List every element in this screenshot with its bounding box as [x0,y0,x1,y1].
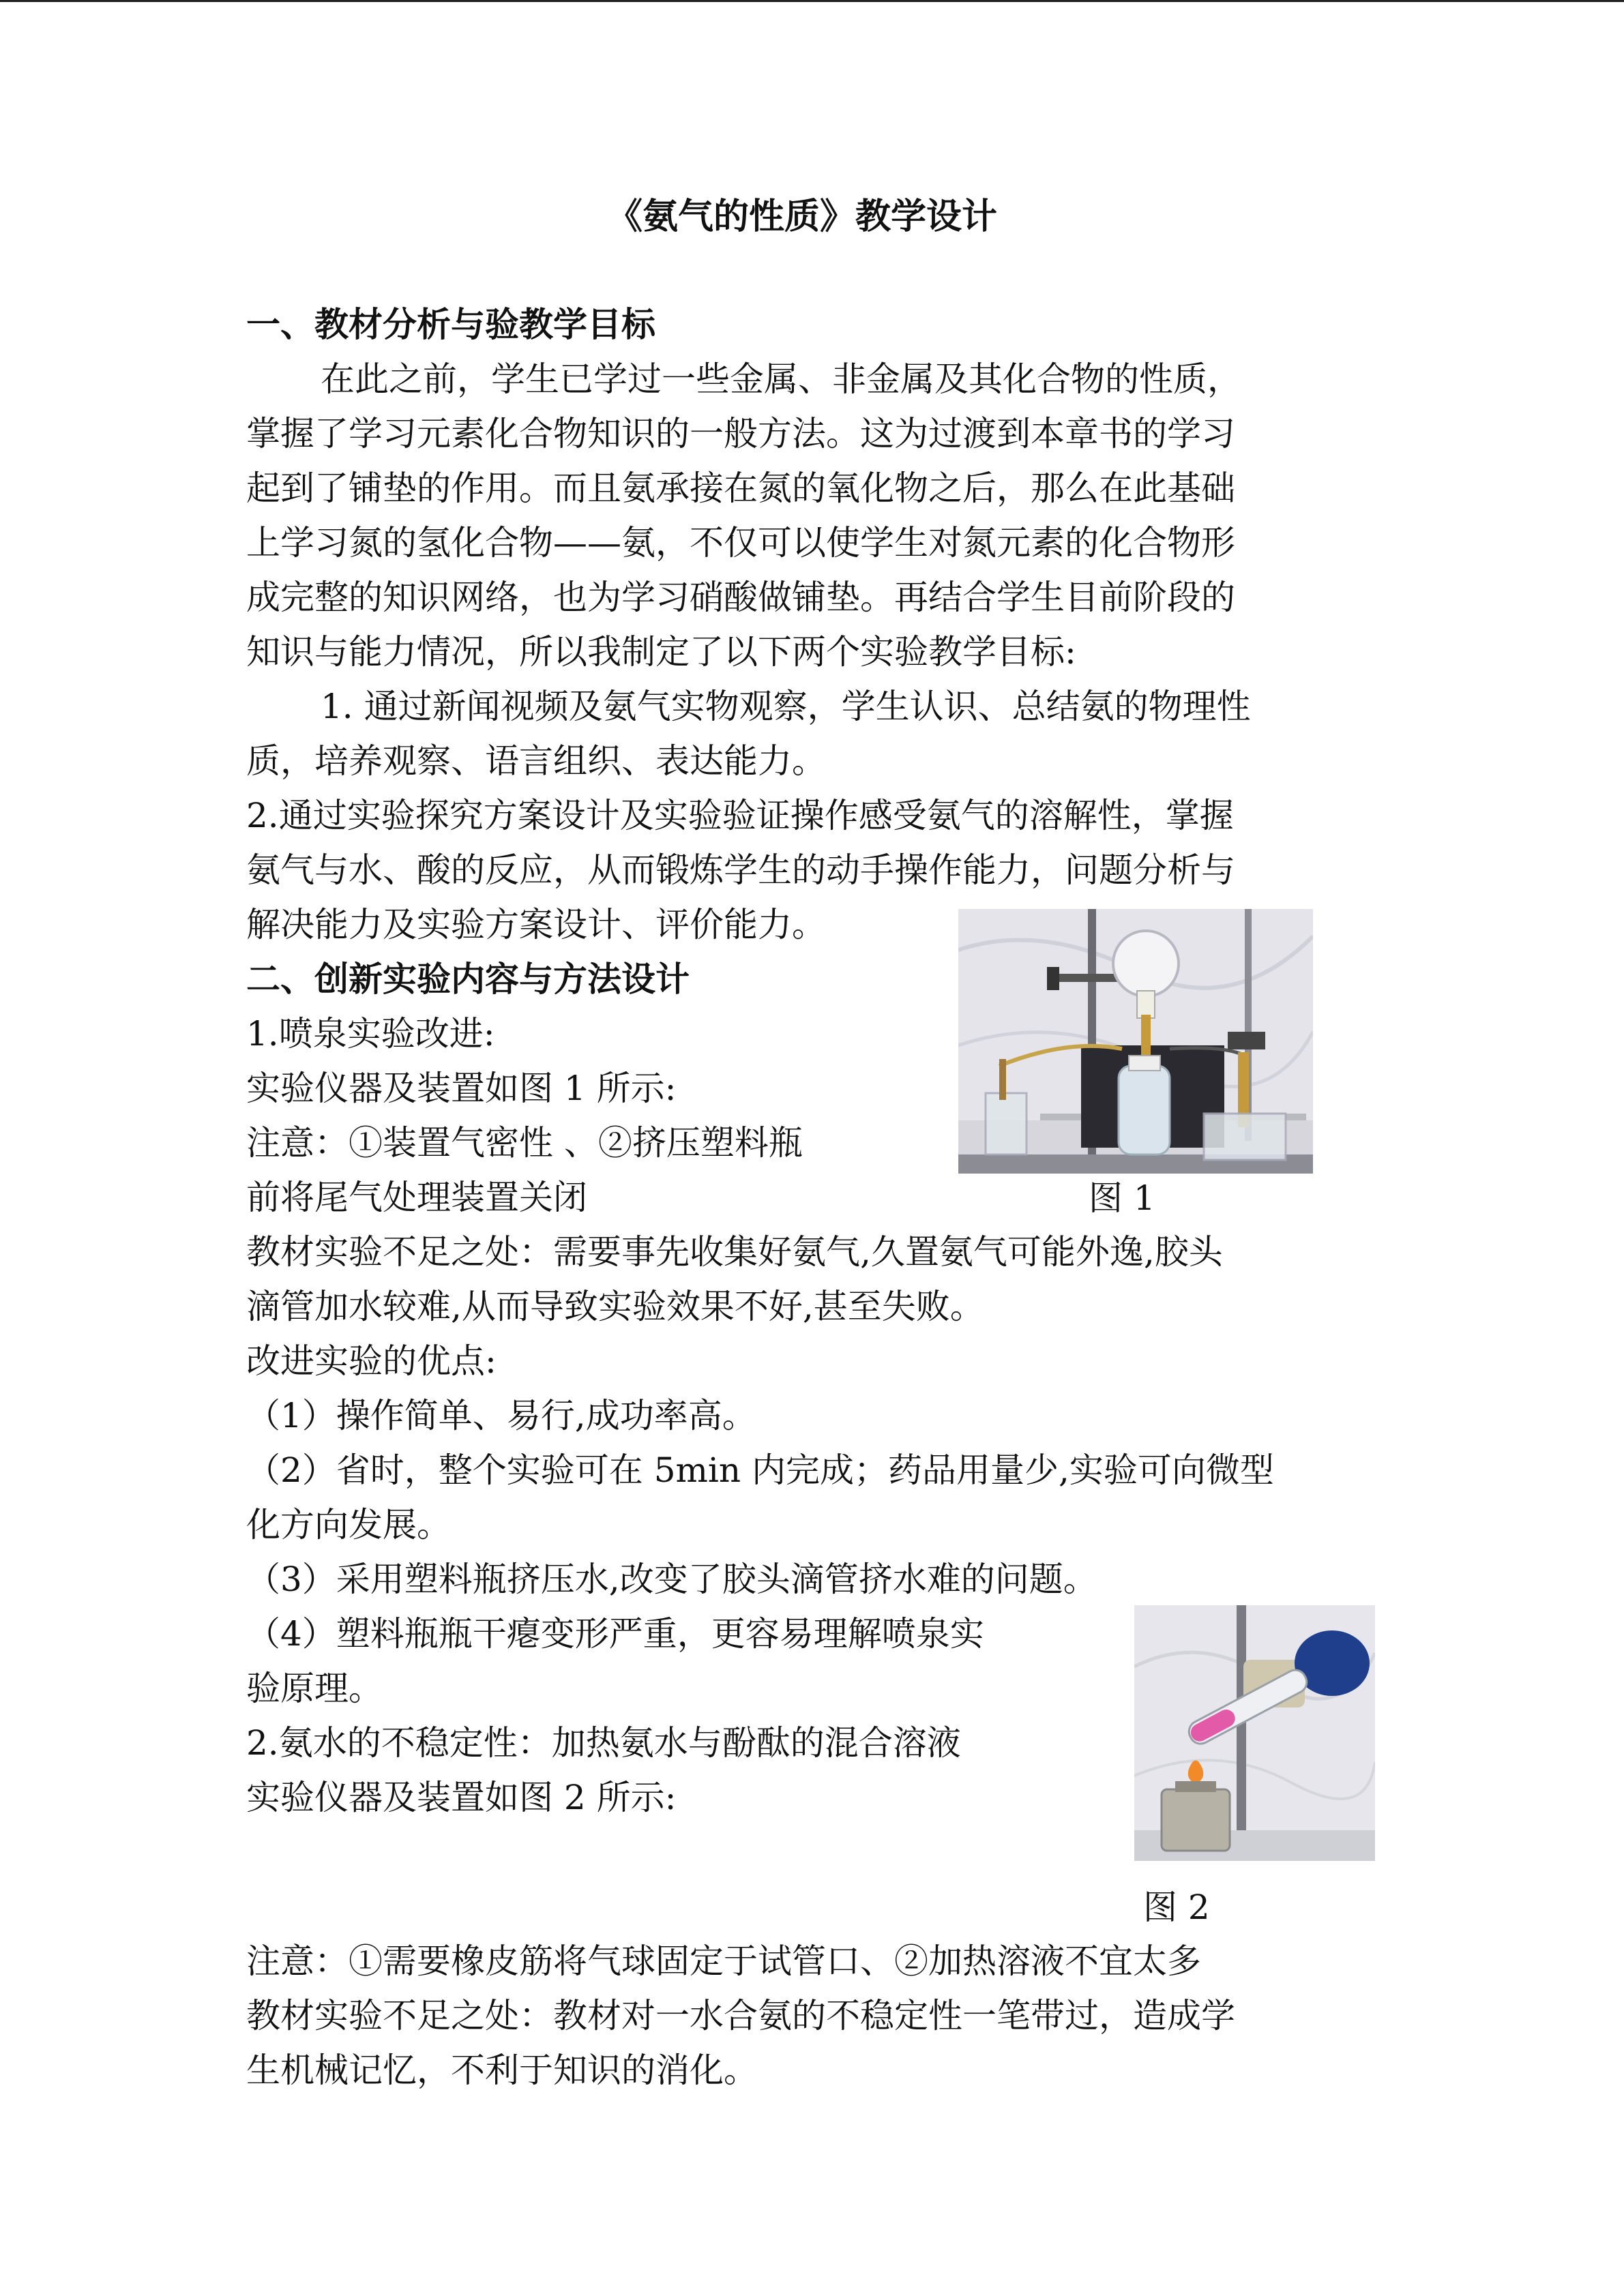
para-line: 前将尾气处理装置关闭 [246,1178,587,1217]
para-line: 注意：①装置气密性 、②挤压塑料瓶 [246,1123,803,1163]
goal-2-line: 氨气与水、酸的反应，从而锻炼学生的动手操作能力，问题分析与 [246,850,1235,890]
para-line: 掌握了学习元素化合物知识的一般方法。这为过渡到本章书的学习 [246,414,1235,453]
para-line: 成完整的知识网络，也为学习硝酸做铺垫。再结合学生目前阶段的 [246,578,1235,617]
para-line: （1）操作简单、易行,成功率高。 [246,1396,756,1435]
figure-2-photo [1134,1605,1375,1861]
para-line: （3）采用塑料瓶挤压水,改变了胶头滴管挤水难的问题。 [246,1560,1097,1599]
goal-1-line: 1. 通过新闻视频及氨气实物观察，学生认识、总结氨的物理性 [321,687,1251,726]
figure-1-caption: 图 1 [1089,1178,1155,1218]
para-line: 注意：①需要橡皮筋将气球固定于试管口、②加热溶液不宜太多 [246,1941,1201,1981]
para-line: 教材实验不足之处：需要事先收集好氨气,久置氨气可能外逸,胶头 [246,1232,1223,1272]
para-line: 滴管加水较难,从而导致实验效果不好,甚至失败。 [246,1287,984,1326]
para-line: 改进实验的优点: [246,1341,497,1381]
para-line: 验原理。 [246,1669,383,1708]
para-line: 化方向发展。 [246,1505,451,1545]
document-title: 《氨气的性质》教学设计 [607,196,998,237]
para-line: 在此之前，学生已学过一些金属、非金属及其化合物的性质， [321,359,1241,399]
para-line: 实验仪器及装置如图 2 所示: [246,1778,677,1817]
para-line: 起到了铺垫的作用。而且氨承接在氮的氧化物之后，那么在此基础 [246,468,1235,508]
goal-2-line: 解决能力及实验方案设计、评价能力。 [246,905,826,944]
para-line: （4）塑料瓶瓶干瘪变形严重，更容易理解喷泉实 [246,1614,984,1654]
section1-heading: 一、教材分析与验教学目标 [246,304,655,344]
goal-1-line: 质，培养观察、语言组织、表达能力。 [246,741,826,781]
para-line: 教材实验不足之处：教材对一水合氨的不稳定性一笔带过，造成学 [246,1996,1235,2036]
figure-2-caption: 图 2 [1143,1888,1210,1927]
para-line: （2）省时，整个实验可在 5min 内完成；药品用量少,实验可向微型 [246,1450,1274,1490]
para-line: 生机械记忆，不利于知识的消化。 [246,2051,758,2090]
section2-heading: 二、创新实验内容与方法设计 [246,959,690,999]
para-line: 2.氨水的不稳定性：加热氨水与酚酞的混合溶液 [246,1723,961,1763]
figure-1-photo [958,909,1313,1174]
para-line: 上学习氮的氢化合物——氨，不仅可以使学生对氮元素的化合物形 [246,523,1235,563]
para-line: 实验仪器及装置如图 1 所示: [246,1069,677,1108]
para-line: 知识与能力情况，所以我制定了以下两个实验教学目标: [246,632,1076,672]
goal-2-line: 2.通过实验探究方案设计及实验验证操作感受氨气的溶解性，掌握 [246,796,1234,835]
para-line: 1.喷泉实验改进: [246,1014,495,1054]
